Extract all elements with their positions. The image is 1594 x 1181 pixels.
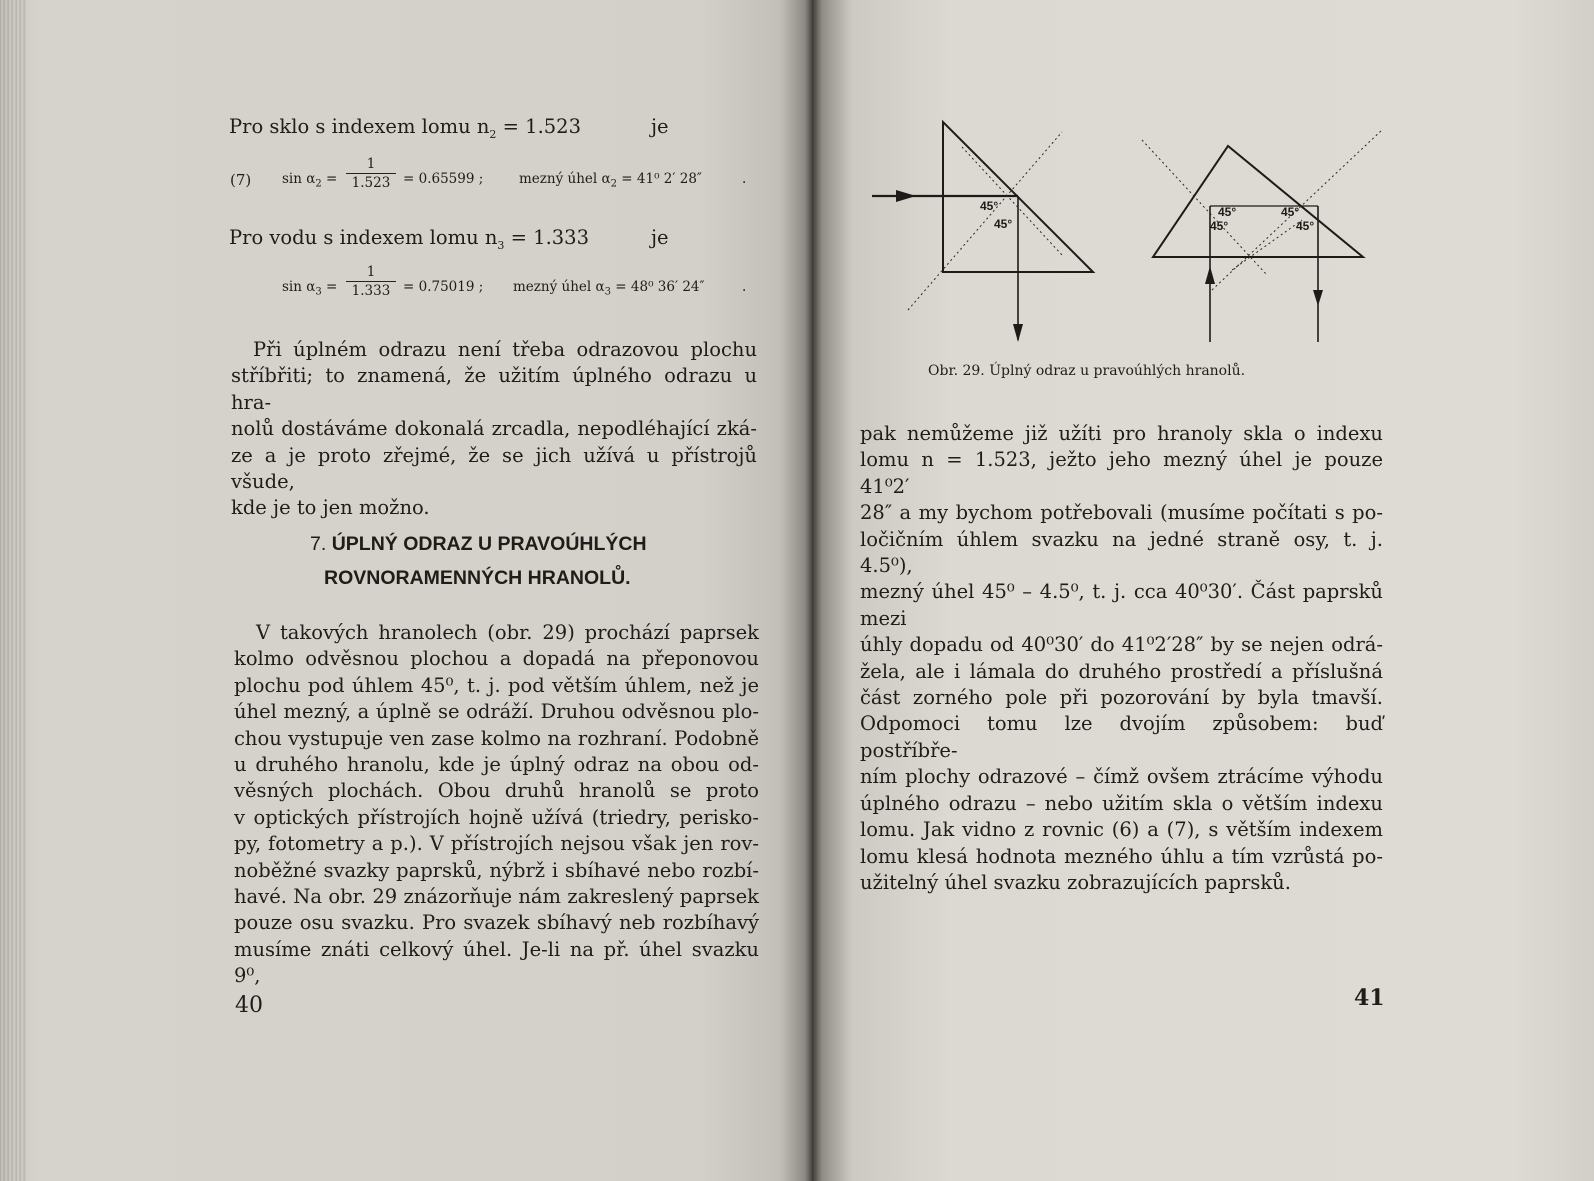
paragraph-prisms [234,620,759,990]
text-line: úplného odrazu – nebo užitím skla o větším indexu [860,791,1383,815]
arrowhead [1313,290,1323,306]
normal-line [1232,220,1302,270]
eq7-numerator: 1 [366,156,376,172]
text-line: pouze osu svazku. Pro svazek sbíhavý neb rozbíhavý [234,911,759,935]
arrowhead [1205,266,1215,284]
text-line: 28″ a my bychom potřebovali (musíme počítati s po- [860,501,1383,525]
text-line: kolmo odvěsnou plochou a dopadá na přeponovou [234,647,759,671]
page-edge-leaves [0,0,26,1181]
text-line: V takových hranolech (obr. 29) prochází paprsek [256,621,759,644]
normal-line [962,147,1062,255]
text-line: Při úplném odrazu není třeba odrazovou plochu [253,338,757,361]
eq8-fraction [346,264,396,299]
normal-line [908,132,1062,310]
text-line: Odpomoci tomu lze dvojím způsobem: buď postříbře- [860,712,1383,762]
eq8-end: . [742,279,747,295]
eq8-result: = 0.75019 ; [403,279,484,295]
figure-caption: Obr. 29. Úplný odraz u pravoúhlých hranolů. [928,363,1246,379]
angle-label: 45° [980,199,999,213]
eq8-critical-angle: mezný úhel $\alpha_3 = 48^0$ 36′ 24″ [513,279,705,298]
text-line: noběžné svazky paprsků, nýbrž i sbíhavé nebo rozbí- [234,858,759,882]
eq7-result: = 0.65599 ; [403,171,484,187]
text-line: úhly dopadu od 40⁰30′ do 41⁰2′28″ by se nejen odrá- [860,633,1383,657]
paragraph-right [860,421,1383,896]
angle-label: 45° [1281,205,1300,219]
eq7-denominator: 1.523 [351,175,391,191]
text-line: úhel mezný, a úplně se odráží. Druhou odvěsnou plo- [234,700,759,724]
text-line: část zorného pole při pozorování by byla tmavší. [860,686,1383,710]
text-line: lomu. Jak vidno z rovnic (6) a (7), s větším indexem [860,818,1383,842]
text-line: lomu klesá hodnota mezného úhlu a tím vzrůstá po- [860,844,1383,868]
text-line: věsných plochách. Obou druhů hranolů se proto [234,779,759,803]
text-line: žela, ale i lámala do druhého prostředí a příslušná [860,659,1383,683]
eq7-lhs: $\sin \alpha_2$ = [282,171,338,190]
angle-label: 45° [1296,219,1315,233]
eq8-lhs: $\sin \alpha_3$ = [282,279,338,298]
text-line: ločičním úhlem svazku na jedné straně osy, t. j. 4.5⁰), [860,527,1383,578]
figure-prisms [872,110,1452,360]
text-line: ním plochy odrazové – čímž ovšem ztrácíme výhodu [860,765,1383,789]
eq7-critical-angle: mezný úhel $\alpha_2 = 41^0$ 2′ 28″ [519,171,702,190]
arrowhead [896,190,916,202]
right-prism [1153,146,1363,257]
angle-label: 45° [1218,205,1237,219]
text-line: mezný úhel 45⁰ – 4.5⁰, t. j. cca 40⁰30′. Část paprsků mezi [860,580,1383,630]
angle-label: 45° [994,217,1013,231]
text-line: pak nemůžeme již užíti pro hranoly skla o indexu [860,422,1383,445]
text-line: ze a je proto zřejmé, že se jich užívá u přístrojů všude, [231,443,757,494]
intro-water-line: Pro vodu s indexem lomu $n_3 = 1.333$ [229,226,589,252]
eq8-numerator: 1 [366,264,376,280]
text-line: lomu n = 1.523, ježto jeho mezný úhel je pouze 41⁰2′ [860,448,1383,498]
right-page [812,0,1594,1181]
text-line: u druhého hranolu, kde je úplný odraz na obou od- [234,753,759,777]
section-number: 7. [310,533,327,555]
equation-number: (7) [230,171,252,189]
page-number-left: 40 [235,993,263,1018]
paragraph-total-reflection [231,337,757,522]
eq7-fraction [346,156,396,191]
text-line: nolů dostáváme dokonalá zrcadla, nepodléhající zká- [231,417,757,441]
intro-water-je: je [651,226,669,249]
section-title-line2: ROVNORAMENNÝCH HRANOLŮ. [324,567,631,589]
text-line: kde je to jen možno. [231,496,430,520]
angle-label: 45° [1210,219,1229,233]
intro-glass-je: je [651,115,669,138]
eq8-denominator: 1.333 [351,283,391,299]
text-line: havé. Na obr. 29 znázorňuje nám zakreslený paprsek [234,885,759,909]
text-line: plochu pod úhlem 45⁰, t. j. pod větším úhlem, než je [234,673,759,697]
normal-line [1142,140,1267,275]
section-heading [310,533,647,556]
text-line: stříbřiti; to znamená, že užitím úplného odrazu u hra- [231,364,757,414]
arrowhead [1013,324,1023,342]
section-title-line1: ÚPLNÝ ODRAZ U PRAVOÚHLÝCH [331,533,647,555]
text-line: užitelný úhel svazku zobrazujících paprsků. [860,870,1291,894]
intro-glass-line: Pro sklo s indexem lomu $n_2 = 1.523$ [229,115,581,141]
text-line: chou vystupuje ven zase kolmo na rozhraní. Podobně [234,726,759,750]
text-line: py, fotometry a p.). V přístrojích nejsou však jen rov- [234,832,759,856]
eq7-end: . [742,171,747,187]
page-number-right: 41 [1354,985,1385,1011]
text-line: musíme znáti celkový úhel. Je-li na př. úhel svazku 9⁰, [234,937,759,988]
text-line: v optických přístrojích hojně užívá (triedry, perisko- [234,805,759,829]
